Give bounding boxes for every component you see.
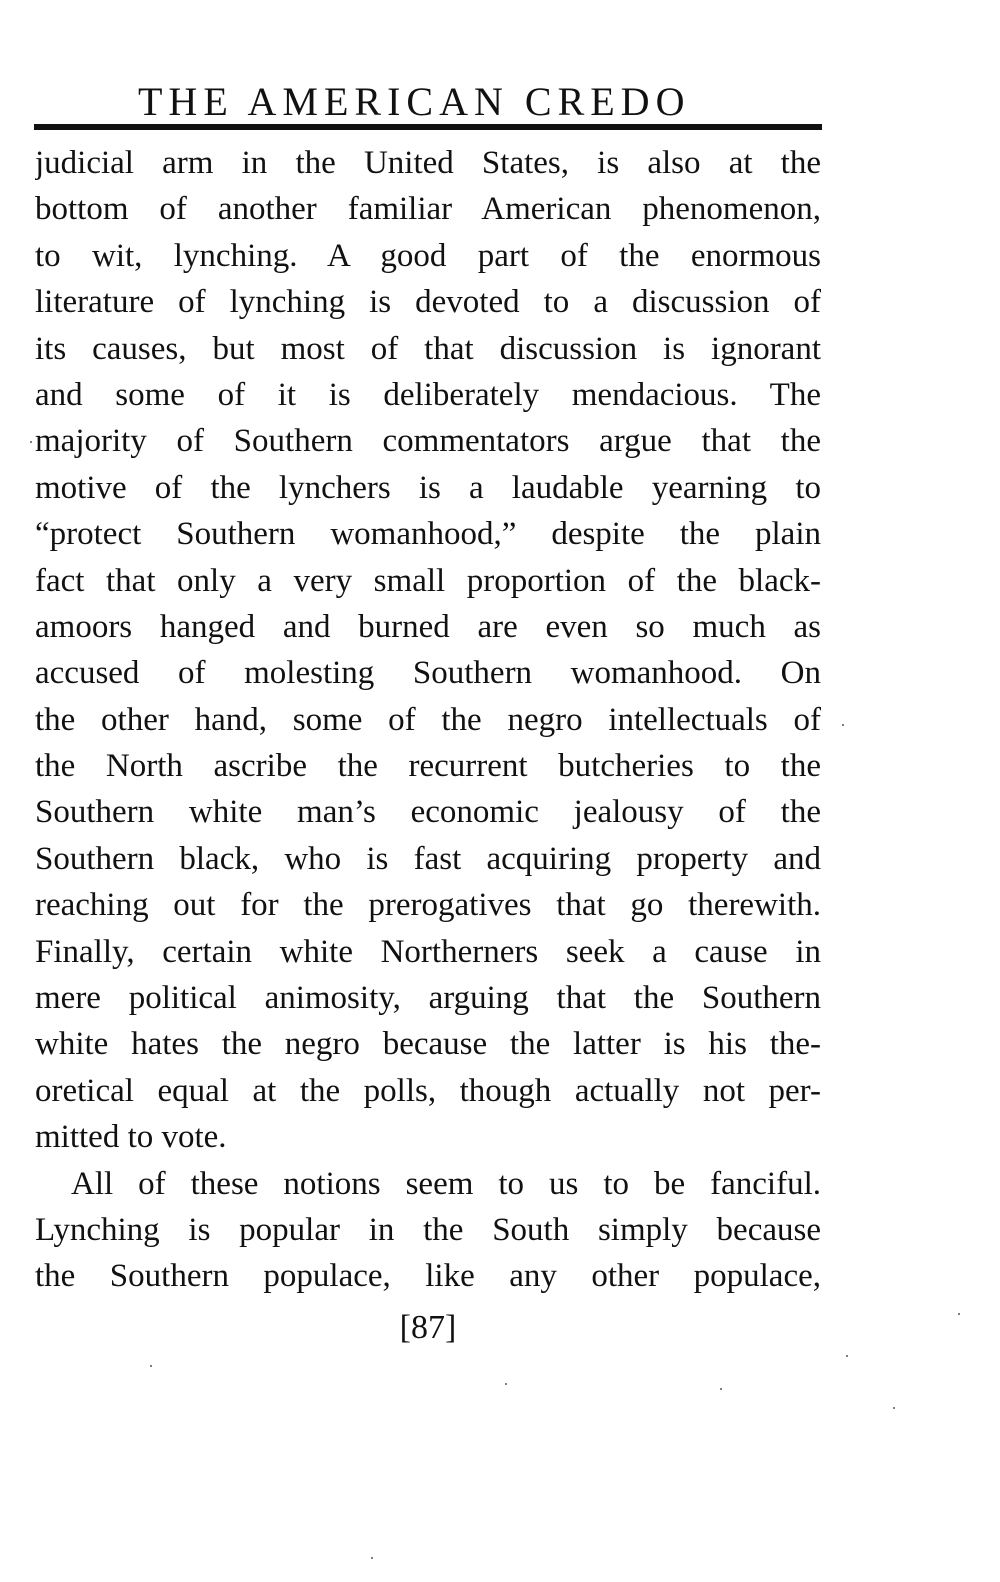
scan-speck [30, 441, 32, 443]
text-line: accused of molesting Southern womanhood. On [35, 655, 821, 692]
text-line: “protect Southern womanhood,” despite the plain [35, 516, 821, 553]
header-rule [34, 124, 822, 130]
scan-speck [893, 1407, 895, 1409]
paragraph-last-line: mitted to vote. [35, 1119, 227, 1156]
text-line: Lynching is popular in the South simply because [35, 1211, 821, 1248]
text-line: bottom of another familiar American phenomenon, [35, 191, 821, 228]
page-number: [87] [399, 1309, 457, 1346]
scan-speck [371, 1557, 373, 1559]
text-line: its causes, but most of that discussion is ignorant [35, 330, 821, 367]
body-text [35, 140, 821, 1300]
text-line: and some of it is deliberately mendacious. The [35, 376, 821, 413]
text-line: amoors hanged and burned are even so much as [35, 608, 821, 645]
text-line: fact that only a very small proportion of the black- [35, 562, 821, 599]
text-line: to wit, lynching. A good part of the enormous [35, 237, 821, 274]
text-line: the other hand, some of the negro intellectuals of [35, 701, 821, 738]
paragraph-first-line: All of these notions seem to us to be fanciful. [71, 1165, 821, 1202]
scan-speck [846, 1355, 848, 1357]
scan-speck [842, 724, 844, 726]
text-line: motive of the lynchers is a laudable yearning to [35, 469, 821, 506]
text-line: the Southern populace, like any other populace, [35, 1258, 821, 1295]
text-line: mere political animosity, arguing that the Southern [35, 980, 821, 1017]
text-line: oretical equal at the polls, though actually not per- [35, 1072, 821, 1109]
text-line: white hates the negro because the latter is his the- [35, 1026, 821, 1063]
text-line: the North ascribe the recurrent butcheries to the [35, 748, 821, 785]
text-line: reaching out for the prerogatives that go therewith. [35, 887, 821, 924]
scan-speck [505, 1383, 507, 1385]
scan-speck [958, 1313, 960, 1315]
text-line: Finally, certain white Northerners seek a cause in [35, 933, 821, 970]
text-line: majority of Southern commentators argue that the [35, 423, 821, 460]
scan-speck [720, 1388, 722, 1390]
text-line: Southern white man’s economic jealousy of the [35, 794, 821, 831]
text-line: literature of lynching is devoted to a discussion of [35, 284, 821, 321]
text-line: Southern black, who is fast acquiring property and [35, 840, 821, 877]
text-line: judicial arm in the United States, is also at the [35, 145, 821, 181]
running-head: THE AMERICAN CREDO [138, 79, 691, 124]
scan-speck [150, 1365, 152, 1367]
